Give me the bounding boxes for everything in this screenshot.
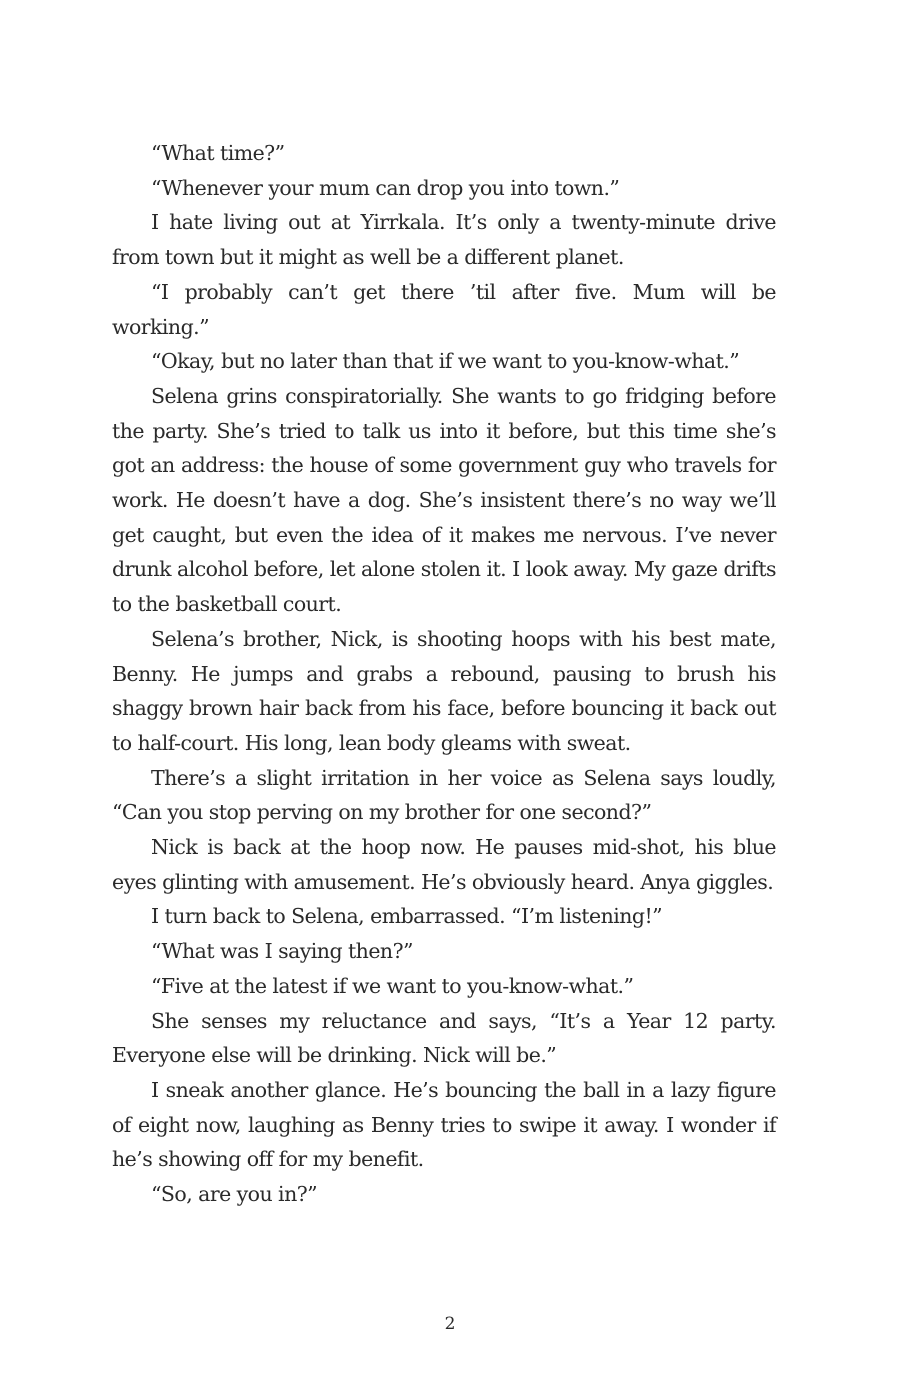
page-number: 2 <box>444 1314 456 1334</box>
paragraph: “So, are you in?” <box>151 1182 318 1207</box>
paragraph: Nick is back at the hoop now. He pauses mid-shot, his blue eyes glinting with amusement. He’s obviously heard. Anya giggles. <box>112 835 776 894</box>
paragraph: Selena’s brother, Nick, is shooting hoops with his best mate, Benny. He jumps and grabs a rebound, pausing to brush his shaggy brown hair back from his face, before bouncing it back out to half-court. His long, lean body gleams with sweat. <box>112 626 776 755</box>
paragraph: There’s a slight irritation in her voice as Selena says loudly, “Can you stop perving on my brother for one second?” <box>112 765 776 825</box>
paragraph: She senses my reluctance and says, “It’s a Year 12 party. Everyone else will be drinking. Nick will be.” <box>112 1008 776 1068</box>
paragraph: I hate living out at Yirrkala. It’s only a twenty-minute drive from town but it might as well be a different planet. <box>112 210 776 270</box>
paragraph: I turn back to Selena, embarrassed. “I’m listening!” <box>151 904 663 929</box>
body-text <box>112 136 776 1212</box>
paragraph: “I probably can’t get there ’til after five. Mum will be working.” <box>112 279 776 339</box>
paragraph: I sneak another glance. He’s bouncing the ball in a lazy figure of eight now, laughing as Benny tries to swipe it away. I wonder if he’s showing off for my benefit. <box>112 1077 776 1172</box>
paragraph: Selena grins conspiratorially. She wants to go fridging before the party. She’s tried to talk us into it before, but this time she’s got an address: the house of some government guy who travels for work. He doesn’t have a dog. She’s insistent there’s no way we’ll get caught, but even the idea of it makes me nervous. I’ve never drunk alcohol before, let alone stolen it. I look away. My gaze drifts to the basketball court. <box>112 383 776 617</box>
paragraph: “What time?” <box>151 141 285 165</box>
paragraph: “What was I saying then?” <box>151 939 413 964</box>
paragraph: “Okay, but no later than that if we want to you-know-what.” <box>151 349 740 374</box>
paragraph: “Whenever your mum can drop you into town.” <box>151 175 620 200</box>
paragraph: “Five at the latest if we want to you-know-what.” <box>151 973 634 998</box>
